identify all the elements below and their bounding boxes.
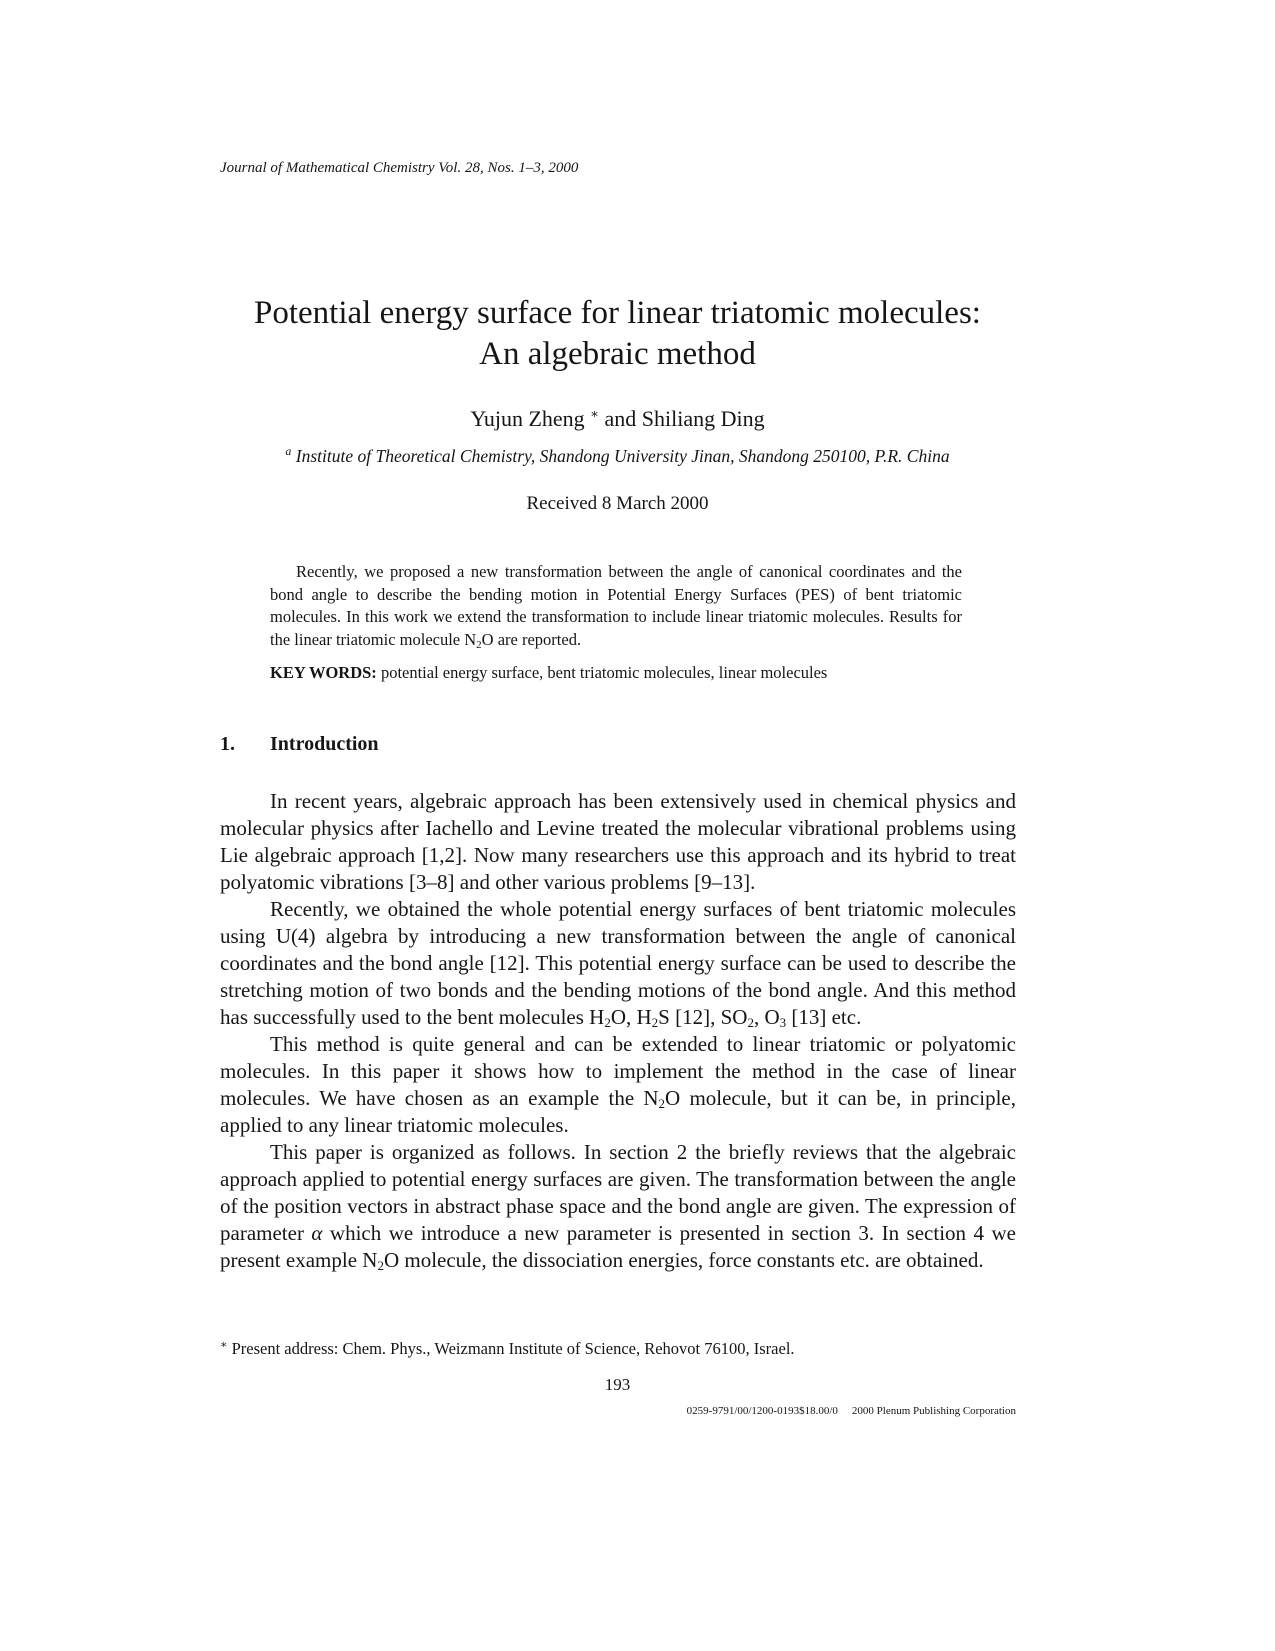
author-list (0, 406, 1235, 432)
section-heading (220, 733, 379, 756)
section-number: 1. (220, 733, 235, 755)
section-title: Introduction (270, 733, 379, 755)
copyright-line (620, 1405, 1016, 1417)
author-1: Yujun Zheng (470, 406, 585, 431)
text-run: This method is quite general and can be extended to linear triatomic or polyatomic molecules. In this paper it shows how to implement the method in the case of linear molecules. We have chosen as an example the N (220, 1032, 1016, 1110)
received-date: Received 8 March 2000 (526, 493, 709, 514)
text-run: O molecule, but it can be, in principle, applied to any linear triatomic molecules. (220, 1086, 1016, 1137)
keywords-label: KEY WORDS: (270, 663, 377, 682)
footnote (220, 1338, 795, 1359)
text-run: , O (753, 1005, 780, 1029)
abstract (270, 561, 962, 651)
keywords-text: potential energy surface, bent triatomic molecules, linear molecules (380, 663, 828, 682)
paragraph-3 (220, 1031, 1016, 1139)
author-footnote-marker: ∗ (590, 406, 599, 421)
text-run: This paper is organized as follows. In section 2 the briefly reviews that the algebraic approach applied to potential energy surfaces are given. The transformation between the angle of the position vectors in abstract phase space and the bond angle are given. The expression of parameter (220, 1140, 1016, 1245)
text-run: O, H (610, 1005, 652, 1029)
page-number: 193 (604, 1375, 631, 1394)
author-2: Shiliang Ding (641, 406, 765, 431)
affiliation-marker: a (285, 444, 292, 458)
subscript: 2 (604, 1015, 611, 1030)
body-text (220, 788, 1016, 1274)
author-conjunction: and (604, 406, 637, 431)
abstract-text-end: O are reported. (481, 629, 582, 649)
title-line-1: Potential energy surface for linear triatomic molecules: (254, 295, 981, 331)
subscript: 2 (476, 638, 482, 651)
affiliation (0, 444, 1235, 467)
affiliation-text: Institute of Theoretical Chemistry, Shandong University Jinan, Shandong 250100, P.R. China (295, 446, 950, 466)
text-run: S [12], SO (658, 1005, 748, 1029)
footnote-marker: ∗ (220, 1339, 228, 1351)
subscript: 2 (658, 1096, 666, 1111)
copyright-publisher: 2000 Plenum Publishing Corporation (851, 1405, 1016, 1417)
copyright-code: 0259-9791/00/1200-0193$18.00/0 (686, 1405, 838, 1417)
abstract-text: Recently, we proposed a new transformation between the angle of canonical coordinates and the bond angle to describe the bending motion in Potential Energy Surfaces (PES) of bent triatomic molecules. In this work we extend the transformation to include linear triatomic molecules. Results for the linear triatomic molecule N (270, 562, 962, 649)
paragraph-2 (220, 896, 1016, 1031)
text-run: Recently, we obtained the whole potential energy surfaces of bent triatomic molecules using U(4) algebra by introducing a new transformation between the angle of canonical coordinates and the bond angle [12]. This potential energy surface can be used to describe the stretching motion of two bonds and the bending motions of the bond angle. And this method has successfully used to the bent molecules H (220, 897, 1016, 1029)
subscript: 2 (377, 1258, 384, 1273)
subscript: 2 (747, 1015, 754, 1030)
alpha-symbol: α (311, 1221, 323, 1245)
text-run: [13] etc. (786, 1005, 862, 1029)
paragraph-1: In recent years, algebraic approach has been extensively used in chemical physics and molecular physics after Iachello and Levine treated the molecular vibrational problems using Lie algebraic approach [1,2]. Now many researchers use this approach and its hybrid to treat polyatomic vibrations [3–8] and other various problems [9–13]. (220, 789, 1016, 894)
keywords (270, 663, 827, 683)
journal-header: Journal of Mathematical Chemistry Vol. 28, Nos. 1–3, 2000 (220, 160, 579, 176)
footnote-text: Present address: Chem. Phys., Weizmann Institute of Science, Rehovot 76100, Israel. (231, 1339, 795, 1358)
subscript: 3 (779, 1015, 787, 1030)
text-run: O molecule, the dissociation energies, force constants etc. are obtained. (383, 1248, 984, 1272)
paper-title (0, 293, 1235, 375)
text-run: which we introduce a new parameter is presented in section 3. In section 4 we present example N (220, 1221, 1016, 1272)
subscript: 2 (651, 1015, 659, 1030)
paragraph-4 (220, 1139, 1016, 1274)
title-line-2: An algebraic method (479, 336, 756, 372)
